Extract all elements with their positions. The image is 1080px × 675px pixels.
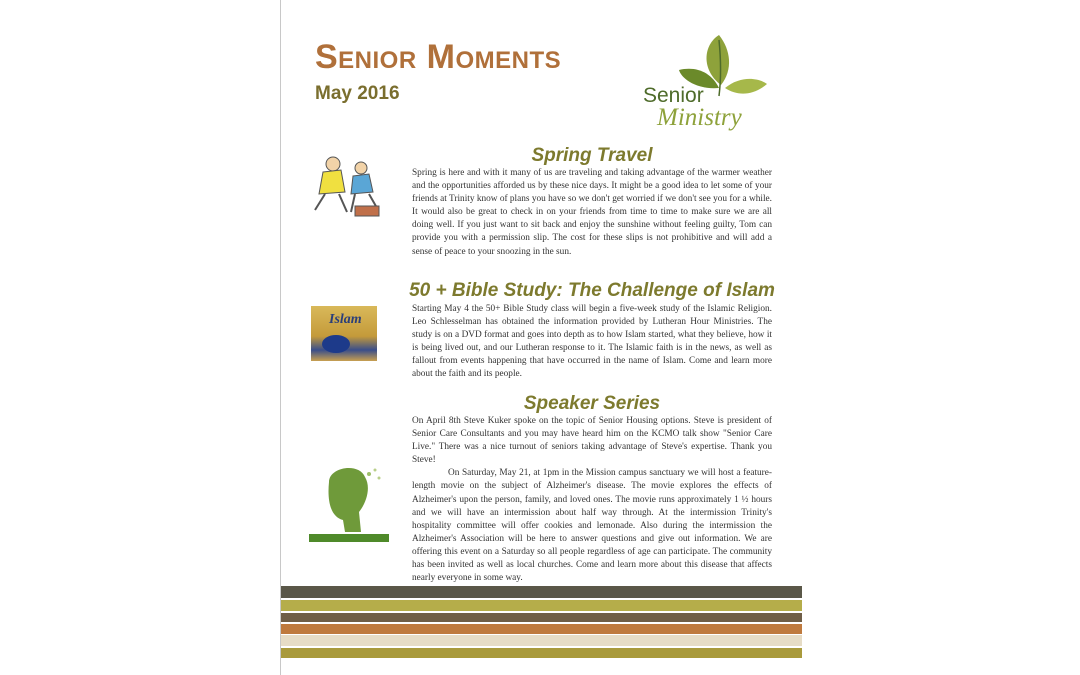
section-body-bible-study xyxy=(412,303,772,382)
stripe xyxy=(281,648,802,658)
section-heading-speaker-series: Speaker Series xyxy=(523,393,661,414)
travelers-illustration xyxy=(311,152,383,218)
stripe xyxy=(281,635,802,646)
section-heading-bible-study: 50 + Bible Study: The Challenge of Islam xyxy=(409,280,775,301)
newsletter-title: Senior Moments xyxy=(315,38,562,76)
section-body-speaker-series xyxy=(412,415,772,585)
stripe xyxy=(281,613,802,622)
section-body-spring-travel xyxy=(412,167,772,259)
section-heading-spring-travel: Spring Travel xyxy=(531,145,653,166)
logo-text-senior: Senior xyxy=(643,84,704,107)
islam-dvd-image xyxy=(311,306,377,361)
paragraph: On Saturday, May 21, at 1pm in the Mission campus sanctuary we will host a feature-length movie on the subject of Alzheimer's disease. The movie explores the effects of Alzheimer's upon the person, family, and loved ones. The movie runs approximately 1 ½ hours and we will have an intermission about half way through. At the intermission Trinity's hospitality committee will offer cookies and lemonade. Also during the intermission the Alzheimer's Association will be here to answer questions and give out information. We are offering this event on a Saturday so all people regardless of age can participate. The community has been invited as well as local churches. Come and learn more about this disease that affects nearly everyone in some way. xyxy=(412,468,772,584)
tree-head-illustration xyxy=(309,462,389,554)
paragraph: Spring is here and with it many of us are traveling and taking advantage of the warmer weather and the opportunities afforded us by these nice days. It might be a good idea to let some of your friends at Trinity know of plans you have so we don't get worried if we don't see you for a while. It would also be great to check in on your friends from time to time to make sure we are all doing well. If you just want to sit back and enjoy the sunshine without feeling guilty, Tom can provide you with a permission slip. The cost for these slips is not prohibitive and will add a sense of peace to your snoozing in the sun. xyxy=(412,168,772,257)
logo-text-ministry: Ministry xyxy=(657,104,742,131)
newsletter-date: May 2016 xyxy=(315,83,400,104)
stripe xyxy=(281,624,802,634)
dvd-title: Islam xyxy=(329,312,362,327)
stripe xyxy=(281,600,802,611)
newsletter-page xyxy=(280,0,802,675)
senior-ministry-logo xyxy=(641,30,771,135)
paragraph: Starting May 4 the 50+ Bible Study class will begin a five-week study of the Islamic Religion. Leo Schlesselman has obtained the information provided by Lutheran Hour Ministries. The study is on a DVD format and goes into depth as to how Islam started, what they believe, how it is being lived out, and our Lutheran response to it. The Islamic faith is in the news, as well as fallout from events happening that have occurred in the name of Islam. Come and learn more about the faith and its people. xyxy=(412,304,772,380)
stripe xyxy=(281,586,802,598)
paragraph: On April 8th Steve Kuker spoke on the topic of Senior Housing options. Steve is president of Senior Care Consultants and you may have heard him on the KCMO talk show "Senior Care Live." There was a nice turnout of seniors taking advantage of Steve's expertise. Thank you Steve! xyxy=(412,416,772,466)
